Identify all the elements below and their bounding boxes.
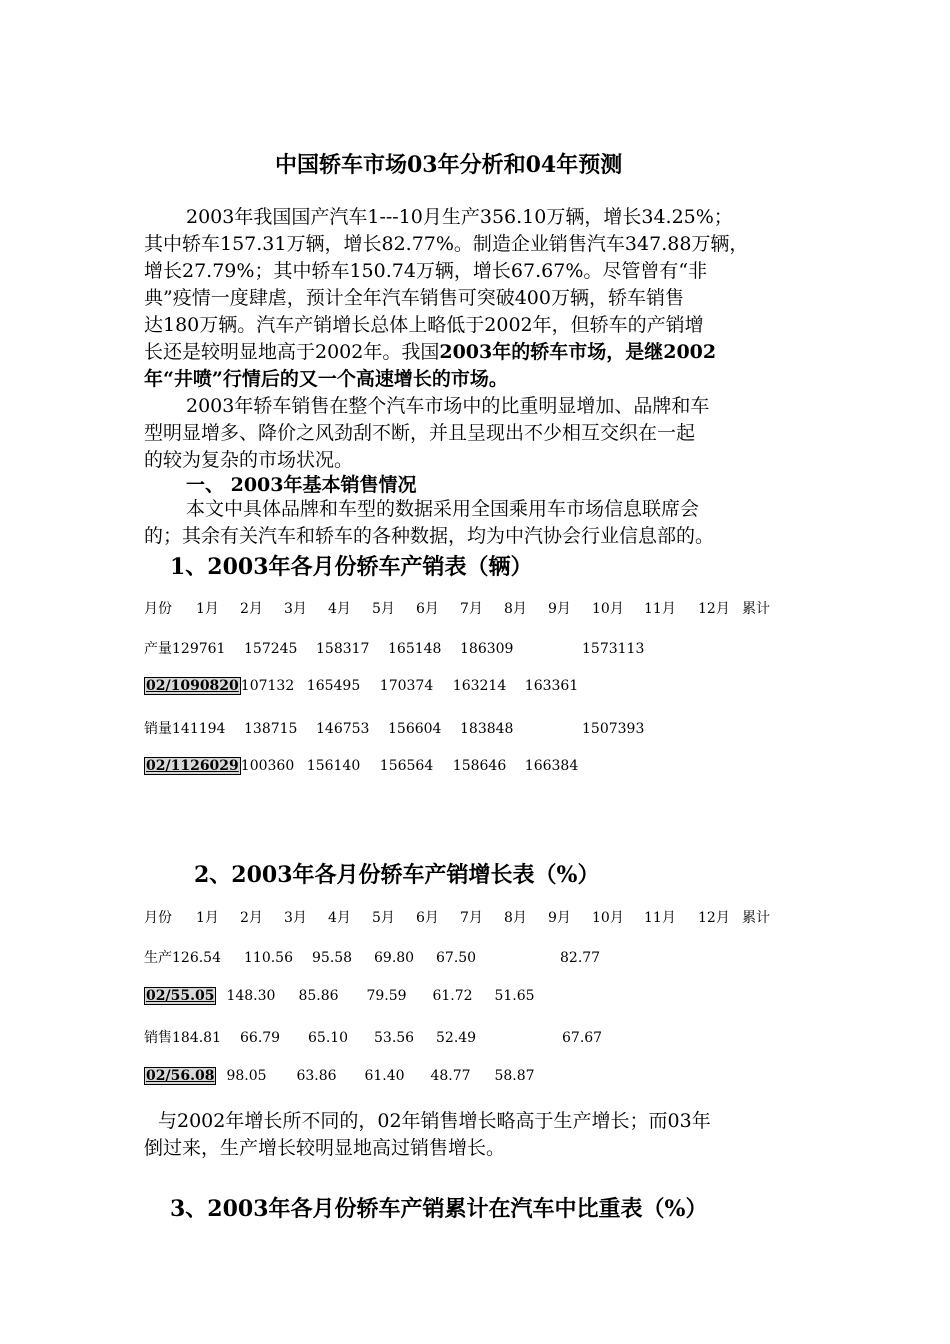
row-label: 生产 — [144, 950, 172, 966]
data-cell: 184.81 — [172, 1030, 221, 1046]
data-cell: 107132 — [240, 678, 295, 694]
intro-line: 本文中具体品牌和车型的数据采用全国乘用车市场信息联席会 — [186, 498, 700, 520]
table2-production-row — [144, 947, 622, 967]
header-cell: 2月 — [240, 910, 263, 926]
header-cell: 4月 — [328, 910, 351, 926]
header-cell: 2月 — [240, 601, 263, 617]
table2-production-2002-row — [144, 987, 534, 1005]
header-cell: 累计 — [742, 601, 770, 617]
header-cell: 7月 — [460, 910, 483, 926]
intro-line: 其中轿车157.31万辆，增长82.77%。制造企业销售汽车347.88万辆， — [144, 233, 749, 255]
data-cell: 170374 — [379, 678, 434, 694]
prior-year-box: 02/1126029 — [146, 758, 239, 774]
header-cell: 累计 — [742, 910, 770, 926]
data-cell: 52.49 — [436, 1030, 477, 1046]
table3-title: 3、2003年各月份轿车产销累计在汽车中比重表（%） — [170, 1196, 708, 1222]
data-cell: 48.77 — [430, 1068, 471, 1084]
data-cell: 63.86 — [296, 1068, 337, 1084]
header-cell: 10月 — [592, 601, 624, 617]
data-cell: 100360 — [240, 758, 295, 774]
header-cell: 1月 — [196, 910, 219, 926]
data-cell: 129761 — [172, 641, 226, 657]
intro-line: 2003年我国国产汽车1---10月生产356.10万辆，增长34.25%； — [186, 206, 733, 228]
intro-line: 型明显增多、降价之风劲刮不断，并且呈现出不少相互交织在一起 — [144, 422, 696, 444]
table2-header-row — [144, 907, 778, 927]
data-cell: 98.05 — [226, 1068, 267, 1084]
data-cell: 67.50 — [436, 950, 477, 966]
data-cell: 157245 — [244, 641, 298, 657]
data-cell: 138715 — [244, 721, 298, 737]
intro-paragraph-3 — [144, 496, 824, 550]
header-cell: 11月 — [644, 910, 676, 926]
data-cell: 53.56 — [374, 1030, 415, 1046]
header-cell: 8月 — [504, 910, 527, 926]
data-cell: 156604 — [388, 721, 442, 737]
header-cell: 5月 — [372, 601, 395, 617]
data-cell: 158317 — [316, 641, 370, 657]
intro-line: 典”疫情一度肆虐，预计全年汽车销售可突破400万辆，轿车销售 — [144, 287, 684, 309]
header-cell: 9月 — [548, 910, 571, 926]
data-cell: 146753 — [316, 721, 370, 737]
header-cell: 10月 — [592, 910, 624, 926]
intro-line: 达180万辆。汽车产销增长总体上略低于2002年，但轿车的产销增 — [144, 314, 704, 336]
data-cell: 65.10 — [308, 1030, 349, 1046]
header-cell: 月份 — [144, 601, 172, 617]
header-cell: 3月 — [284, 601, 307, 617]
data-cell: 156140 — [306, 758, 361, 774]
table1-sales-2002-row — [144, 757, 653, 775]
header-cell: 7月 — [460, 601, 483, 617]
prior-year-box: 02/55.05 — [146, 988, 215, 1004]
data-cell: 158646 — [452, 758, 507, 774]
data-cell: 95.58 — [312, 950, 353, 966]
data-cell: 58.87 — [494, 1068, 535, 1084]
header-cell: 12月 — [698, 910, 730, 926]
note-line: 倒过来，生产增长较明显地高过销售增长。 — [144, 1137, 506, 1159]
intro-text: 长还是较明显地高于2002年。我国 — [144, 341, 440, 363]
data-cell: 82.77 — [560, 950, 601, 966]
row-label: 销量 — [144, 721, 172, 737]
header-cell: 1月 — [196, 601, 219, 617]
data-cell: 61.40 — [364, 1068, 405, 1084]
data-cell: 166384 — [524, 758, 579, 774]
intro-emphasis: 年“井喷”行情后的又一个高速增长的市场。 — [144, 368, 508, 390]
data-cell: 156564 — [379, 758, 434, 774]
row-label: 销售 — [144, 1030, 172, 1046]
table1-header-row — [144, 598, 778, 618]
intro-paragraph-2 — [144, 393, 824, 474]
table1-title: 1、2003年各月份轿车产销表（辆） — [170, 554, 533, 580]
intro-line: 2003年轿车销售在整个汽车市场中的比重明显增加、品牌和车 — [186, 395, 710, 417]
table2-sales-2002-row — [144, 1067, 534, 1085]
header-cell: 5月 — [372, 910, 395, 926]
intro-line: 的；其余有关汽车和轿车的各种数据，均为中汽协会行业信息部的。 — [144, 525, 715, 547]
prior-year-box: 02/56.08 — [146, 1068, 215, 1084]
intro-line: 增长27.79%；其中轿车150.74万辆，增长67.67%。尽管曾有“非 — [144, 260, 708, 282]
data-cell: 85.86 — [298, 988, 339, 1004]
data-cell: 126.54 — [172, 950, 221, 966]
header-cell: 6月 — [416, 910, 439, 926]
intro-line — [144, 339, 824, 366]
prior-year-box: 02/1090820 — [146, 678, 239, 694]
data-cell: 110.56 — [244, 950, 293, 966]
table2-title: 2、2003年各月份轿车产销增长表（%） — [194, 862, 600, 888]
intro-paragraph-1 — [144, 204, 824, 393]
table2-sales-row — [144, 1027, 624, 1047]
data-cell: 69.80 — [374, 950, 415, 966]
row-label: 产量 — [144, 641, 172, 657]
data-cell: 1507393 — [582, 721, 645, 737]
intro-line: 的较为复杂的市场状况。 — [144, 449, 354, 471]
intro-emphasis: 2003年的轿车市场，是继2002 — [439, 341, 717, 363]
data-cell: 165148 — [388, 641, 442, 657]
table1-production-row — [144, 638, 645, 658]
header-cell: 9月 — [548, 601, 571, 617]
data-cell: 163361 — [524, 678, 579, 694]
data-cell: 165495 — [306, 678, 361, 694]
data-cell: 1573113 — [582, 641, 645, 657]
data-cell: 67.67 — [562, 1030, 603, 1046]
page-title: 中国轿车市场03年分析和04年预测 — [275, 152, 623, 178]
header-cell: 11月 — [644, 601, 676, 617]
header-cell: 4月 — [328, 601, 351, 617]
table1-sales-row — [144, 718, 645, 738]
data-cell: 66.79 — [240, 1030, 281, 1046]
data-cell: 79.59 — [366, 988, 407, 1004]
section-heading-1: 一、 2003年基本销售情况 — [186, 474, 417, 496]
header-cell: 12月 — [698, 601, 730, 617]
note-line: 与2002年增长所不同的，02年销售增长略高于生产增长；而03年 — [158, 1110, 711, 1132]
data-cell: 163214 — [452, 678, 507, 694]
data-cell: 51.65 — [494, 988, 535, 1004]
header-cell: 6月 — [416, 601, 439, 617]
header-cell: 3月 — [284, 910, 307, 926]
data-cell: 61.72 — [432, 988, 473, 1004]
data-cell: 183848 — [460, 721, 514, 737]
data-cell: 186309 — [460, 641, 514, 657]
header-cell: 8月 — [504, 601, 527, 617]
data-cell: 148.30 — [226, 988, 276, 1004]
note-paragraph — [144, 1108, 824, 1162]
data-cell: 141194 — [172, 721, 226, 737]
header-cell: 月份 — [144, 910, 172, 926]
table1-production-2002-row — [144, 677, 577, 695]
